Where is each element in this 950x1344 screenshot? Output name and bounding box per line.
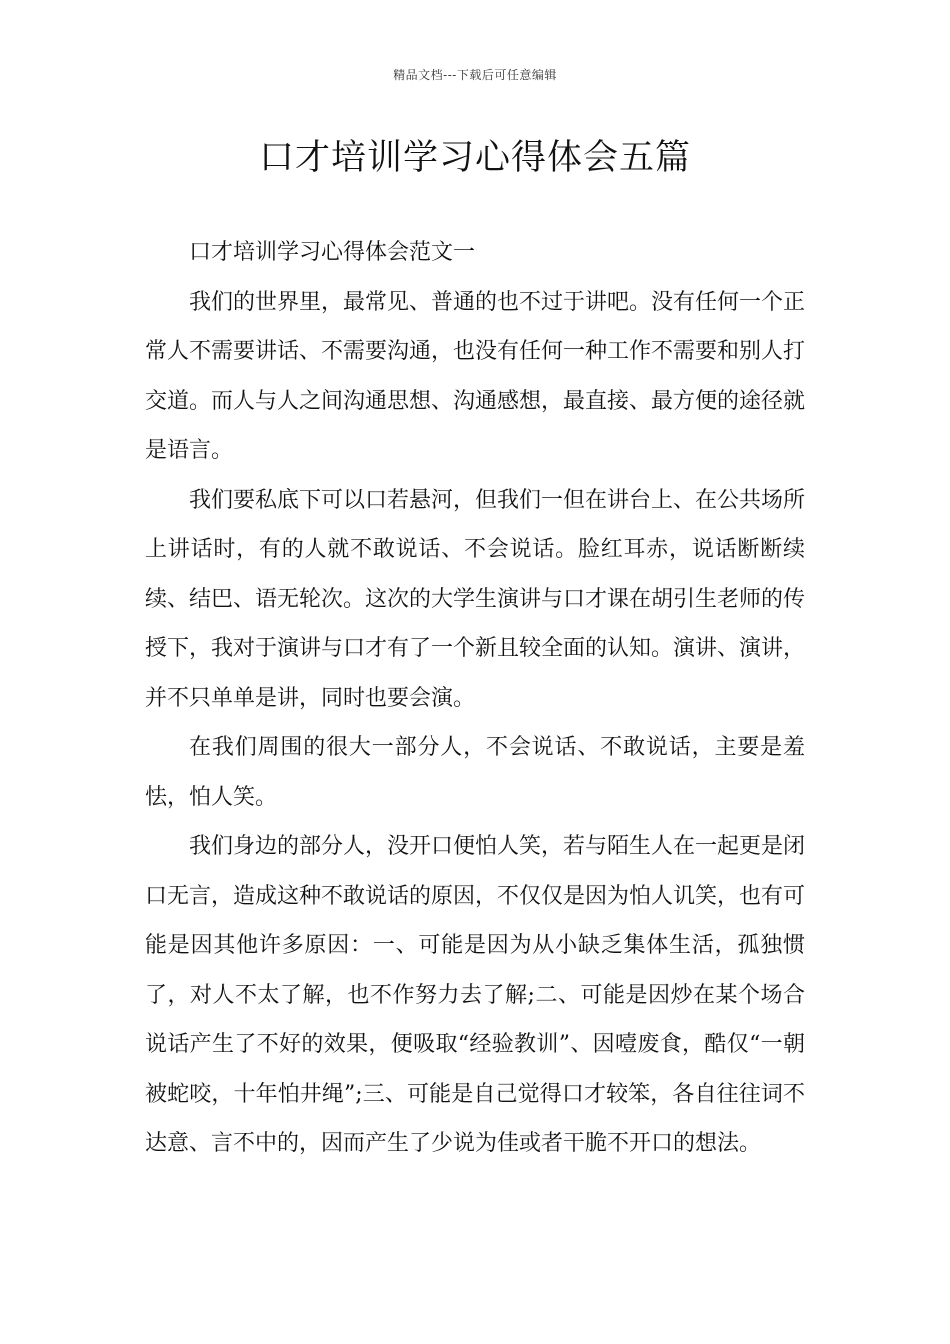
document-title: 口才培训学习心得体会五篇	[258, 138, 691, 178]
paragraph-subtitle: 口才培训学习心得体会范文一	[189, 240, 476, 265]
paragraph: 我们要私底下可以口若悬河，但我们一但在讲台上、在公共场所上讲话时，有的人就不敢说话、不会说话。脸红耳赤，说话断断续续、结巴、语无轮次。这次的大学生演讲与口才课在胡引生老师的传授下，我对于演讲与口才有了一个新且较全面的认知。演讲、演讲，并不只单单是讲，同时也要会演。	[145, 487, 806, 711]
paragraph: 我们身边的部分人，没开口便怕人笑，若与陌生人在一起更是闭口无言，造成这种不敢说话的原因，不仅仅是因为怕人讥笑，也有可能是因其他许多原因：一、可能是因为从小缺乏集体生活，孤独惯了，对人不太了解，也不作努力去了解;二、可能是因炒在某个场合说话产生了不好的效果，便吸取“经验教训”、因噎废食，酷仅“一朝被蛇咬，十年怕井绳”;三、可能是自己觉得口才较笨，各自往往词不达意、言不中的，因而产生了少说为佳或者干脆不开口的想法。	[145, 834, 806, 1156]
paragraph: 我们的世界里，最常见、普通的也不过于讲吧。没有任何一个正常人不需要讲话、不需要沟通，也没有任何一种工作不需要和别人打交道。而人与人之间沟通思想、沟通感想，最直接、最方便的途径就是语言。	[145, 289, 806, 463]
header-note: 精品文档---下载后可任意编辑	[393, 68, 557, 82]
paragraph: 在我们周围的很大一部分人，不会说话、不敢说话，主要是羞怯，怕人笑。	[145, 735, 805, 810]
document-body	[145, 228, 805, 1169]
